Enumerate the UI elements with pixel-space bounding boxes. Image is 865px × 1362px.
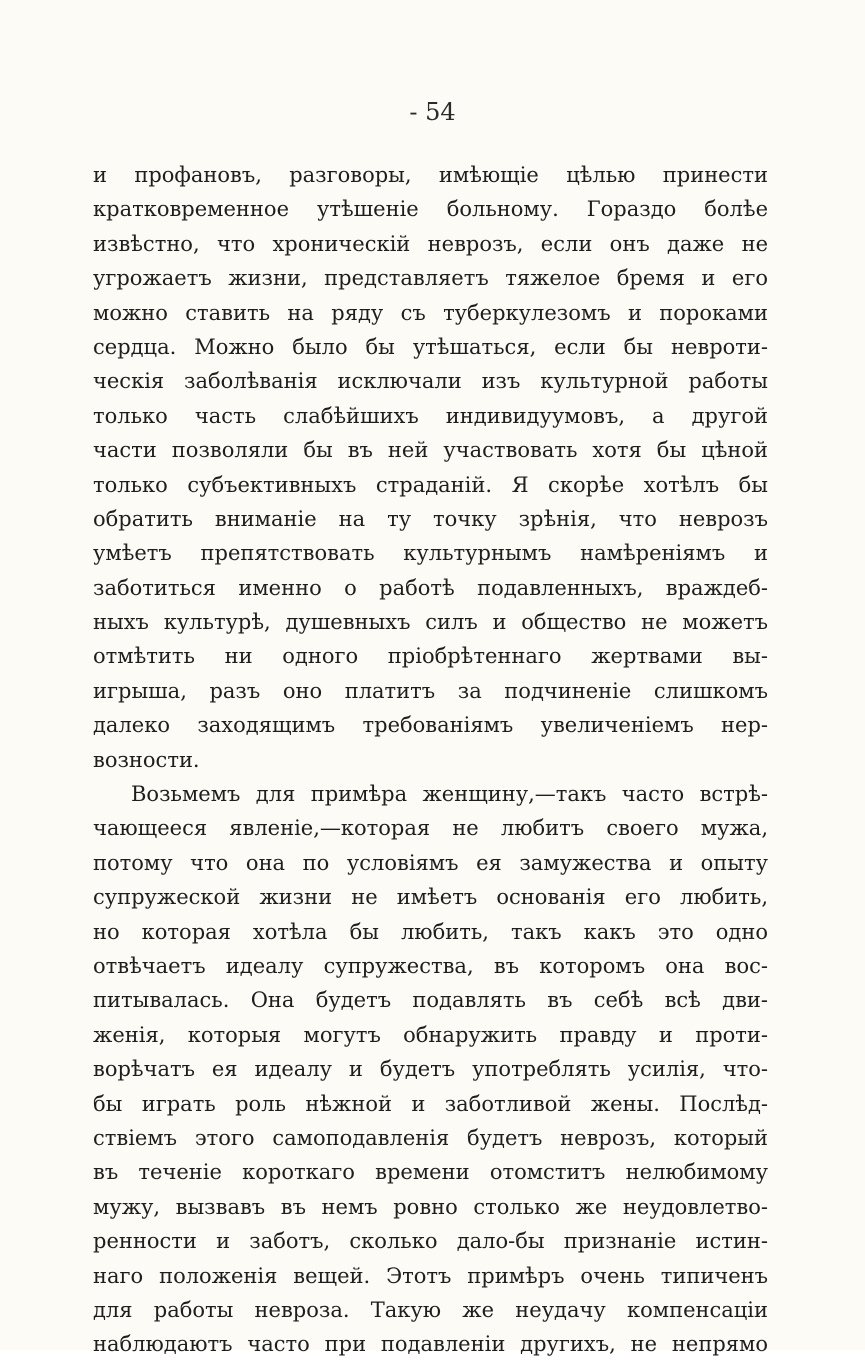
text-line: и профановъ, разговоры, имѣющіе цѣлью принести [93, 163, 768, 187]
text-line: для работы невроза. Такую же неудачу компенсаціи [93, 1297, 768, 1322]
text-line: ныхъ культурѣ, душевныхъ силъ и общество не можетъ [93, 610, 768, 635]
text-line: питывалась. Она будетъ подавлять въ себѣ всѣ дви- [93, 988, 768, 1013]
text-line: ствіемъ этого самоподавленія будетъ неврозъ, который [93, 1125, 768, 1150]
page-number: - 54 [409, 98, 456, 126]
text-line: въ теченіе короткаго времени отомститъ нелюбимому [93, 1160, 768, 1185]
text-line: ворѣчатъ ея идеалу и будетъ употреблять усилія, что- [93, 1057, 768, 1082]
text-line: далеко заходящимъ требованіямъ увеличеніемъ нер- [93, 713, 768, 738]
text-line: женія, которыя могутъ обнаружить правду и проти- [93, 1022, 768, 1047]
text-line: ренности и заботъ, сколько дало-бы признаніе истин- [93, 1229, 768, 1254]
text-line: отвѣчаетъ идеалу супружества, въ которомъ она вос- [93, 953, 768, 978]
text-line: мужу, вызвавъ въ немъ ровно столько же неудовлетво- [93, 1194, 768, 1219]
text-line: части позволяли бы въ ней участвовать хотя бы цѣной [93, 438, 768, 463]
text-line: только субъективныхъ страданій. Я скорѣе хотѣлъ бы [93, 472, 768, 497]
text-line: умѣетъ препятствовать культурнымъ намѣреніямъ и [93, 541, 768, 566]
text-line: потому что она по условіямъ ея замужества и опыту [93, 850, 768, 875]
text-line: угрожаетъ жизни, представляетъ тяжелое бремя и его [93, 266, 768, 291]
text-line: но которая хотѣла бы любить, такъ какъ это одно [93, 919, 768, 944]
text-line: игрыша, разъ оно платитъ за подчиненіе слишкомъ [93, 678, 768, 703]
text-line: бы играть роль нѣжной и заботливой жены. Послѣд- [93, 1091, 768, 1116]
text-line: возности. [93, 747, 200, 772]
text-line: наблюдаютъ часто при подавленіи другихъ, не непрямо [93, 1332, 768, 1357]
text-line: ческія заболѣванія исключали изъ культурной работы [93, 369, 768, 394]
text-line: сердца. Можно было бы утѣшаться, если бы невроти- [93, 334, 768, 359]
body-text [93, 158, 768, 1362]
text-line: извѣстно, что хроническій неврозъ, если онъ даже не [93, 231, 768, 256]
text-line: супружеской жизни не имѣетъ основанія его любить, [93, 885, 768, 910]
text-line: обратить вниманіе на ту точку зрѣнія, что неврозъ [93, 506, 768, 531]
text-line: заботиться именно о работѣ подавленныхъ, враждеб- [93, 575, 768, 600]
text-line: наго положенія вещей. Этотъ примѣръ очень типиченъ [93, 1263, 768, 1288]
text-line: только часть слабѣйшихъ индивидуумовъ, а другой [93, 403, 768, 428]
text-line: отмѣтить ни одного пріобрѣтеннаго жертвами вы- [93, 644, 768, 669]
text-line: чающееся явленіе,—которая не любитъ своего мужа, [93, 816, 768, 841]
text-line: Возьмемъ для примѣра женщину,—такъ часто встрѣ- [131, 782, 768, 807]
text-line: можно ставить на ряду съ туберкулезомъ и пороками [93, 300, 768, 325]
text-line: кратковременное утѣшеніе больному. Гораздо болѣе [93, 197, 768, 222]
